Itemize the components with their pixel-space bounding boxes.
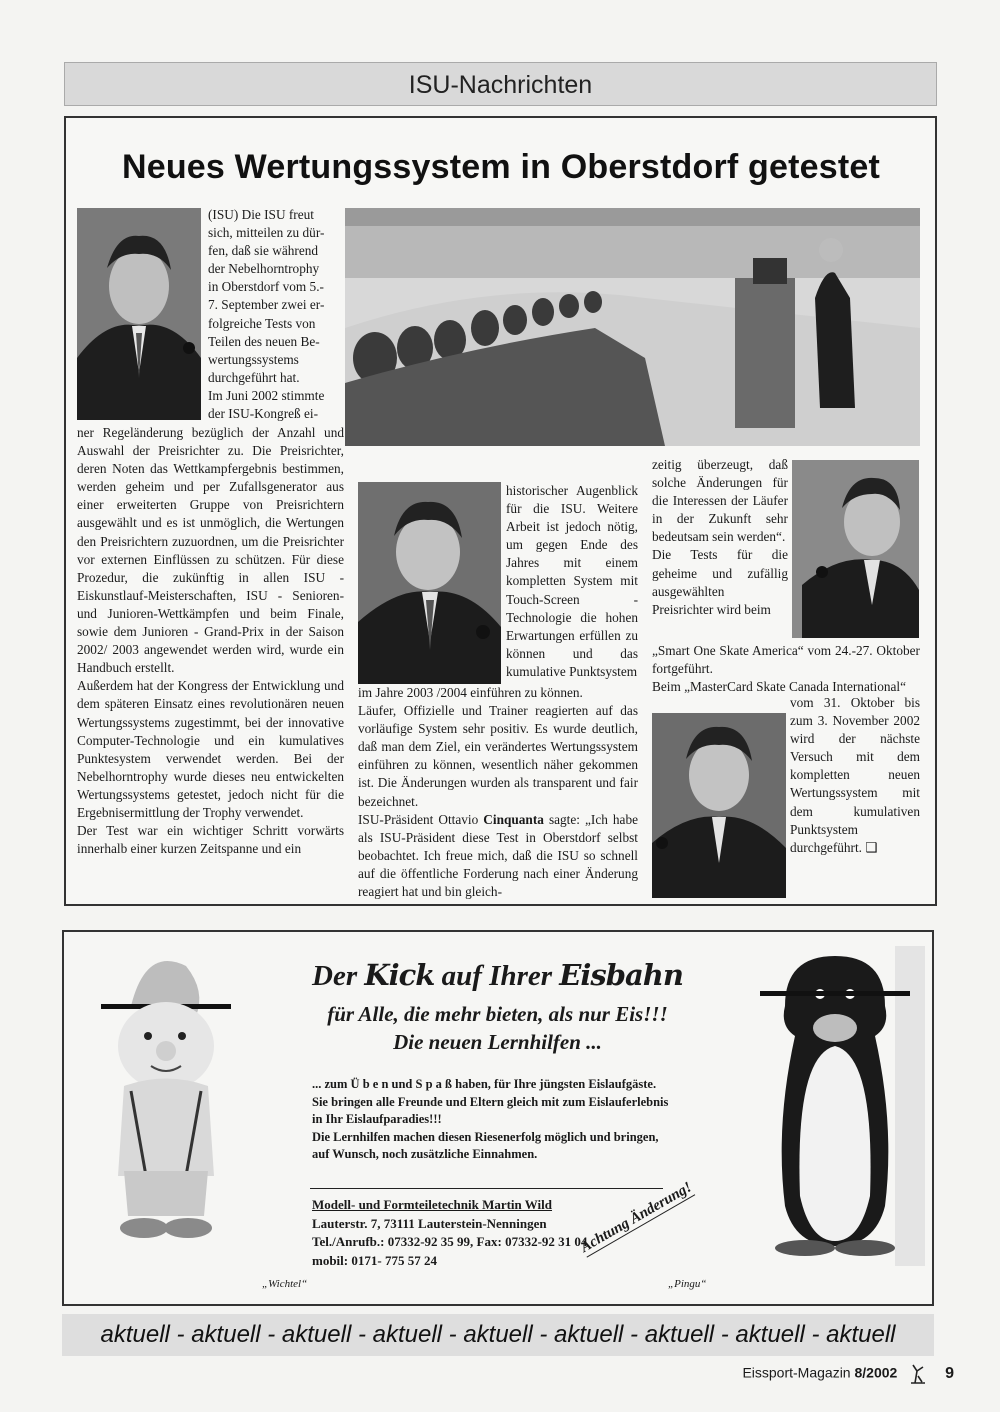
col1-top-line: Teilen des neuen Be-	[208, 333, 320, 349]
pingu-figure-image	[745, 946, 925, 1266]
col2-body	[358, 684, 638, 901]
ad-body-3: Die Lernhilfen machen diesen Riesenerfolg möglich und bringen, auf Wunsch, noch zusätzliche Einnahmen.	[312, 1129, 659, 1161]
col2-quote: ISU-Präsident Ottavio Cinquanta sagte: „Ich habe als ISU-Präsident diese Test in Oberstdorf selbst beobachtet. Ich freue mich, daß die ISU so schnell auf die öffentliche Forderung nach einer Änderung reagiert hat und bin gleich-	[358, 811, 639, 900]
footer-page-number: 9	[945, 1364, 954, 1382]
col1-paragraph-2: Außerdem hat der Kongress der Entwicklung und dem späteren Einsatz eines revolutionären neuen Wertungssystems zugestimmt, bei der innovative Computer-Technologie und ein kumulatives Punktesystem verwendet werden. Bei der Nebelhorntrophy wurde dieses neu entwickelten Wertungssystems getestet, jedoch nicht für die Ergebnisermittlung der Trophy verwendet.	[77, 678, 344, 820]
ad-address: Lauterstr. 7, 73111 Lauterstein-Nenningen	[312, 1215, 547, 1231]
footer-issue: 8/2002	[854, 1364, 898, 1381]
caption-pingu: „Pingu“	[668, 1278, 707, 1290]
col3-top: zeitig überzeugt, daß solche Änderungen für die Interessen der Läufer in der Zukunft sehr bedeutsam sein werden“. Die Tests für die geheime und zufällig ausgewählten Preisrichter wird beim	[652, 457, 788, 617]
aktuell-banner: aktuell - aktuell - aktuell - aktuell - aktuell - aktuell - aktuell - aktuell - aktuell	[62, 1314, 934, 1356]
page-footer	[742, 1363, 954, 1385]
col1-top	[208, 206, 340, 423]
ad-body-2: Sie bringen alle Freunde und Eltern gleich mit zum Eislauferlebnis in Ihr Eislaufparadies!!!	[312, 1094, 669, 1126]
ad-body	[312, 1076, 672, 1164]
col1-top-line: durchgeführt hat.	[208, 369, 300, 385]
col2-top: historischer Augenblick für die ISU. Weitere Arbeit ist jedoch nötig, um gegen Ende des Jahres mit einem kompletten System mit Touch-Screen - Technologie die hohen Erwartungen erfüllen zu können und das kumulative Punktsystem	[506, 483, 638, 679]
col1-top-line: der ISU-Kongreß ei-	[208, 406, 319, 422]
col1-top-line: folgreiche Tests von	[208, 315, 316, 331]
photo-president-portrait	[77, 208, 201, 420]
col1-paragraph-3: Der Test war ein wichtiger Schritt vorwärts innerhalb einer kurzen Zeitspanne und ein	[77, 823, 344, 857]
ad-body-1: ... zum Ü b e n und S p a ß haben, für Ihre jüngsten Eislaufgäste.	[312, 1077, 657, 1091]
col1-top-line: wertungssystems	[208, 351, 299, 367]
photo-president-profile	[792, 460, 919, 638]
col3-bottom: vom 31. Oktober bis zum 3. November 2002 wird der nächste Versuch mit dem kompletten neuen Wertungssystem mit dem kumulativen Punktsystem durchgeführt. ❑	[790, 695, 920, 855]
ad-divider	[310, 1188, 663, 1189]
end-mark: ❑	[865, 839, 878, 855]
col2-paragraph-2: Läufer, Offizielle und Trainer reagierten auf das vorläufige System sehr positiv. Es wurde deutlich, daß man dem Ziel, ein verändertes Wertungssystem einführen zu können, wesentlich näher gekommen ist. Die Änderungen wurden als transparent und fair bezeichnet.	[358, 703, 638, 809]
col1-top-line: sich, mitteilen zu dür-	[208, 225, 325, 241]
ad-title: Der Kick auf Ihrer Eisbahn	[312, 958, 683, 992]
col1-top-line: der Nebelhorntrophy	[208, 261, 320, 277]
headline: Neues Wertungssystem in Oberstdorf getestet	[121, 148, 881, 186]
wichtel-figure-image	[76, 946, 256, 1246]
col1-top-line: in Oberstdorf vom 5.-	[208, 279, 324, 295]
col1-top-line: (ISU) Die ISU freut	[208, 207, 314, 222]
ad-company: Modell- und Formteiletechnik Martin Wild	[312, 1197, 553, 1212]
footer-magazine: Eissport-Magazin	[742, 1364, 851, 1381]
col2-paragraph-1: im Jahre 2003 /2004 einführen zu können.	[358, 685, 583, 700]
skater-logo-icon	[907, 1363, 929, 1385]
col1-top-line: 7. September zwei er-	[208, 297, 325, 313]
ad-subtitle	[270, 1000, 725, 1056]
col1-top-line: Im Juni 2002 stimmte	[208, 387, 325, 403]
ad-phone: Tel./Anrufb.: 07332-92 35 99, Fax: 07332-92 31 04	[312, 1234, 588, 1249]
photo-conference-hall	[345, 208, 920, 446]
col3-body: „Smart One Skate America“ vom 24.-27. Oktober fortgeführt. Beim „MasterCard Skate Canada International“	[652, 643, 920, 695]
col1-top-line: fen, daß sie während	[208, 243, 319, 259]
ad-mobile: mobil: 0171- 775 57 24	[312, 1252, 437, 1268]
ad-subtitle-1: für Alle, die mehr bieten, als nur Eis!!!	[327, 1002, 668, 1026]
photo-president-closeup	[652, 713, 786, 898]
ad-change-stamp: Achtung Änderung!	[578, 1179, 695, 1256]
section-header: ISU-Nachrichten	[64, 62, 937, 106]
col1-paragraph-1: ner Regeländerung bezüglich der Anzahl und Auswahl der Preisrichter zu. Die Preisrichter, deren Noten das Wettkampfergebnis bestimmen, werden geheim und per Zufallsgenerator aus einer erweiterten Gruppe von Preisrichtern ausgewählt und es ist unmöglich, die Wertungen den Preisrichtern zuzuordnen, um die Preisrichter vor externen Einflüssen zu schützen. Für diese Prozedur, die zukünftig in allen ISU - Eiskunstlauf-Meisterschaften, ISU - Senioren- und Junioren-Wettkämpfen und beim Finale, sowie dem Junioren - Grand-Prix in der Saison 2002/ 2003 angewendet werden wird, wurde ein Handbuch erstellt.	[77, 425, 344, 676]
caption-wichtel: „Wichtel“	[262, 1278, 308, 1290]
ad-subtitle-2: Die neuen Lernhilfen ...	[393, 1030, 602, 1054]
photo-president-speaking	[358, 482, 501, 684]
col1-body	[77, 424, 344, 858]
